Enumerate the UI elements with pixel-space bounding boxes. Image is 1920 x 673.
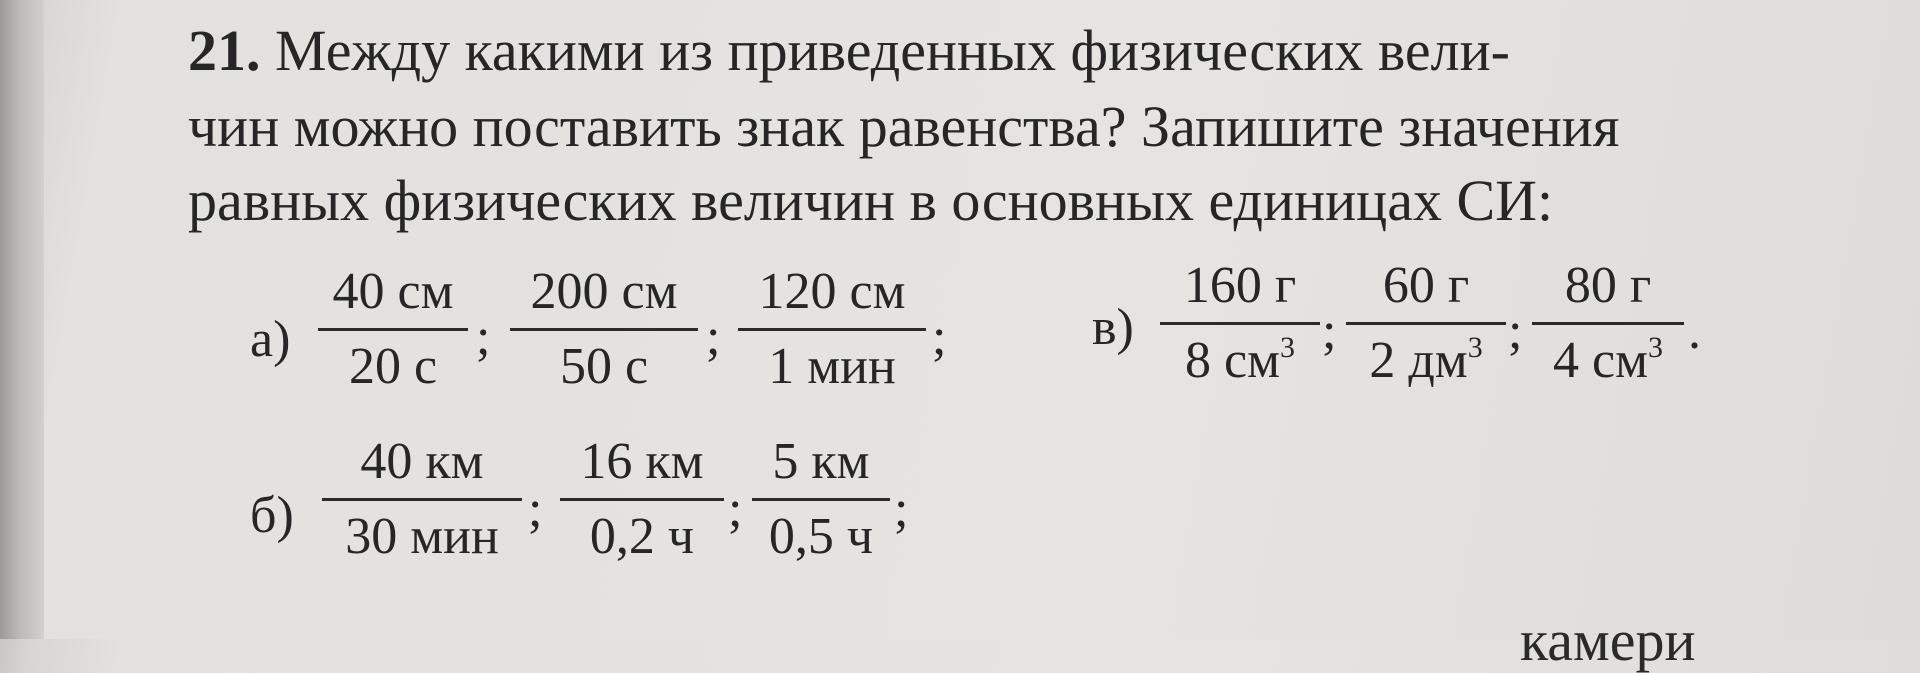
superscript-3: 3 [1280,331,1295,364]
denominator-unit: 4 см [1553,332,1648,389]
fraction-numerator: 120 см [758,263,906,320]
part-b-fraction-1 [322,433,522,565]
part-v-fraction-3 [1532,257,1684,389]
fraction-denominator [1346,325,1506,387]
next-paragraph-fragment: камери [1520,608,1696,673]
page-gutter-shadow [0,0,44,639]
fraction-numerator: 16 км [580,433,704,490]
fraction-denominator: 50 с [559,338,649,395]
superscript-3: 3 [1467,331,1483,364]
part-v-label: в) [1092,299,1134,356]
fraction-numerator: 5 км [772,433,870,490]
part-a-fraction-1 [318,263,468,395]
part-a-separator-1: ; [476,309,491,366]
part-b-separator-3: ; [894,481,909,538]
denominator-unit: 2 дм [1369,332,1468,389]
part-b-label: б) [250,487,294,544]
part-a-separator-2: ; [706,309,721,366]
part-a-fraction-3 [738,263,926,395]
fraction-denominator: 1 мин [768,338,896,395]
part-v-separator-3: . [1688,303,1701,360]
part-v-separator-1: ; [1322,303,1337,360]
part-a-label: а) [250,311,291,368]
part-v-separator-2: ; [1508,303,1523,360]
part-a-fraction-2 [510,263,698,395]
fraction-numerator: 200 см [530,263,678,320]
problem-statement-line-2: чин можно поставить знак равенства? Запишите значения [188,94,1620,159]
part-v-fraction-2 [1346,257,1506,389]
fraction-denominator: 0,2 ч [589,508,695,565]
problem-text-line-1: Между какими из приведенных физических вели- [260,18,1510,83]
fraction-denominator [1160,325,1320,387]
fraction-denominator [1532,325,1684,387]
fraction-numerator: 60 г [1382,257,1470,314]
fraction-numerator: 40 км [360,433,484,490]
superscript-3: 3 [1648,331,1663,364]
part-b-fraction-3 [752,433,890,565]
problem-number: 21. [188,18,261,83]
fraction-numerator: 80 г [1564,257,1652,314]
problem-statement-line-3: равных физических величин в основных единицах СИ: [188,168,1554,233]
fraction-denominator: 30 мин [345,508,499,565]
fraction-denominator: 20 с [348,338,438,395]
denominator-unit: 8 см [1185,332,1280,389]
part-v-fraction-1 [1160,257,1320,389]
part-b-separator-2: ; [728,481,743,538]
fraction-numerator: 40 см [332,263,454,320]
problem-statement-line-1 [188,18,1510,83]
fraction-denominator: 0,5 ч [768,508,874,565]
part-a-separator-3: ; [932,309,947,366]
part-b-fraction-2 [560,433,724,565]
part-b-separator-1: ; [528,481,543,538]
fraction-numerator: 160 г [1183,257,1297,314]
